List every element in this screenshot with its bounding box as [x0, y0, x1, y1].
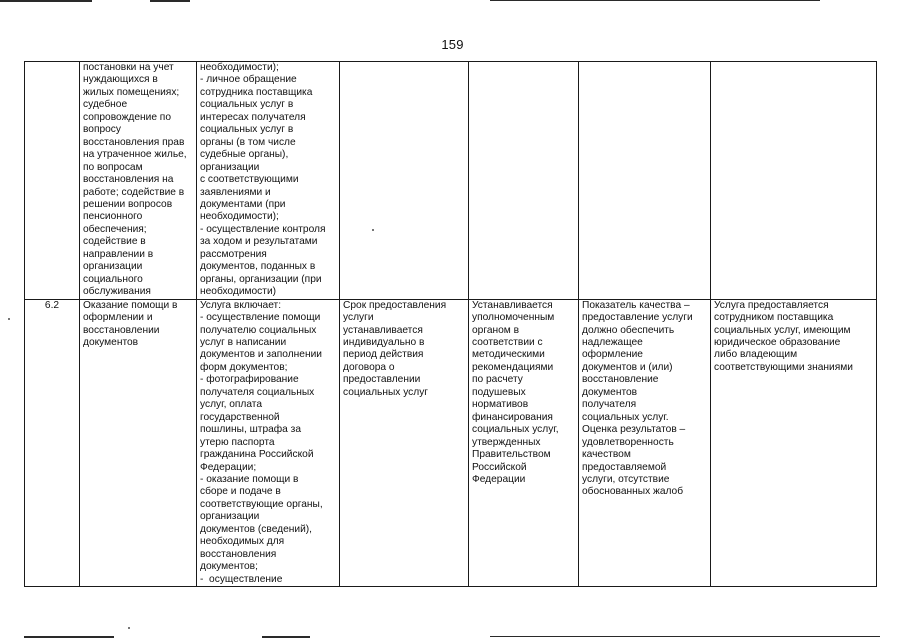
cell-service-norm — [469, 62, 579, 300]
cell-service-term — [340, 62, 469, 300]
scan-line-top-mid — [150, 0, 190, 2]
cell-number: 6.2 — [25, 299, 80, 586]
cell-service-quality — [579, 62, 711, 300]
cell-service-content: необходимости); - личное обращение сотрудника поставщика социальных услуг в интересах получателя социальных услуг в органы (в том числе судебные органы), организации с соответствующими заявлениями и документами (при необходимости); - осуществление контроля за ходом и результатами рассмотрения документов, поданных в органы, организации (при необходимости) — [197, 62, 340, 300]
table-row — [25, 62, 877, 300]
page-number: 159 — [441, 37, 464, 52]
cell-service-quality: Показатель качества – предоставление услуги должно обеспечить надлежащее оформление документов и (или) восстановление документов получателя социальных услуг. Оценка результатов – удовлетворенность качеством предоставляемой услуги, отсутствие обоснованных жалоб — [579, 299, 711, 586]
scan-line-top-left — [0, 0, 92, 2]
cell-service-conditions — [711, 62, 877, 300]
cell-service-name: Оказание помощи в оформлении и восстановлении документов — [80, 299, 197, 586]
scan-speck — [128, 627, 130, 629]
services-table — [24, 61, 877, 587]
cell-service-name: постановки на учет нуждающихся в жилых помещениях; судебное сопровождение по вопросу восстановления прав на утраченное жилье, по вопросам восстановления на работе; содействие в решении вопросов пенсионного обеспечения; содействие в направлении в организации социального обслуживания — [80, 62, 197, 300]
scan-line-bottom-right — [490, 636, 880, 637]
scan-line-bottom-left — [24, 636, 114, 638]
cell-service-conditions: Услуга предоставляется сотрудником поставщика социальных услуг, имеющим юридическое образование либо владеющим соответствующими знаниями — [711, 299, 877, 586]
cell-service-norm: Устанавливается уполномоченным органом в соответствии с методическими рекомендациями по расчету подушевых нормативов финансирования социальных услуг, утвержденных Правительством Российской Федерации — [469, 299, 579, 586]
scan-line-top-right — [490, 0, 820, 1]
table-row — [25, 299, 877, 586]
cell-number — [25, 62, 80, 300]
cell-service-content: Услуга включает: - осуществление помощи получателю социальных услуг в написании документов и заполнении форм документов; - фотографирование получателя социальных услуг, оплата государственной пошлины, штрафа за утерю паспорта гражданина Российской Федерации; - оказание помощи в сборе и подаче в соответствующие органы, организации документов (сведений), необходимых для восстановления документов; - осуществление — [197, 299, 340, 586]
cell-service-term: Срок предоставления услуги устанавливается индивидуально в период действия договора о предоставлении социальных услуг — [340, 299, 469, 586]
scan-line-bottom-mid — [262, 636, 310, 638]
scan-speck — [8, 318, 10, 320]
